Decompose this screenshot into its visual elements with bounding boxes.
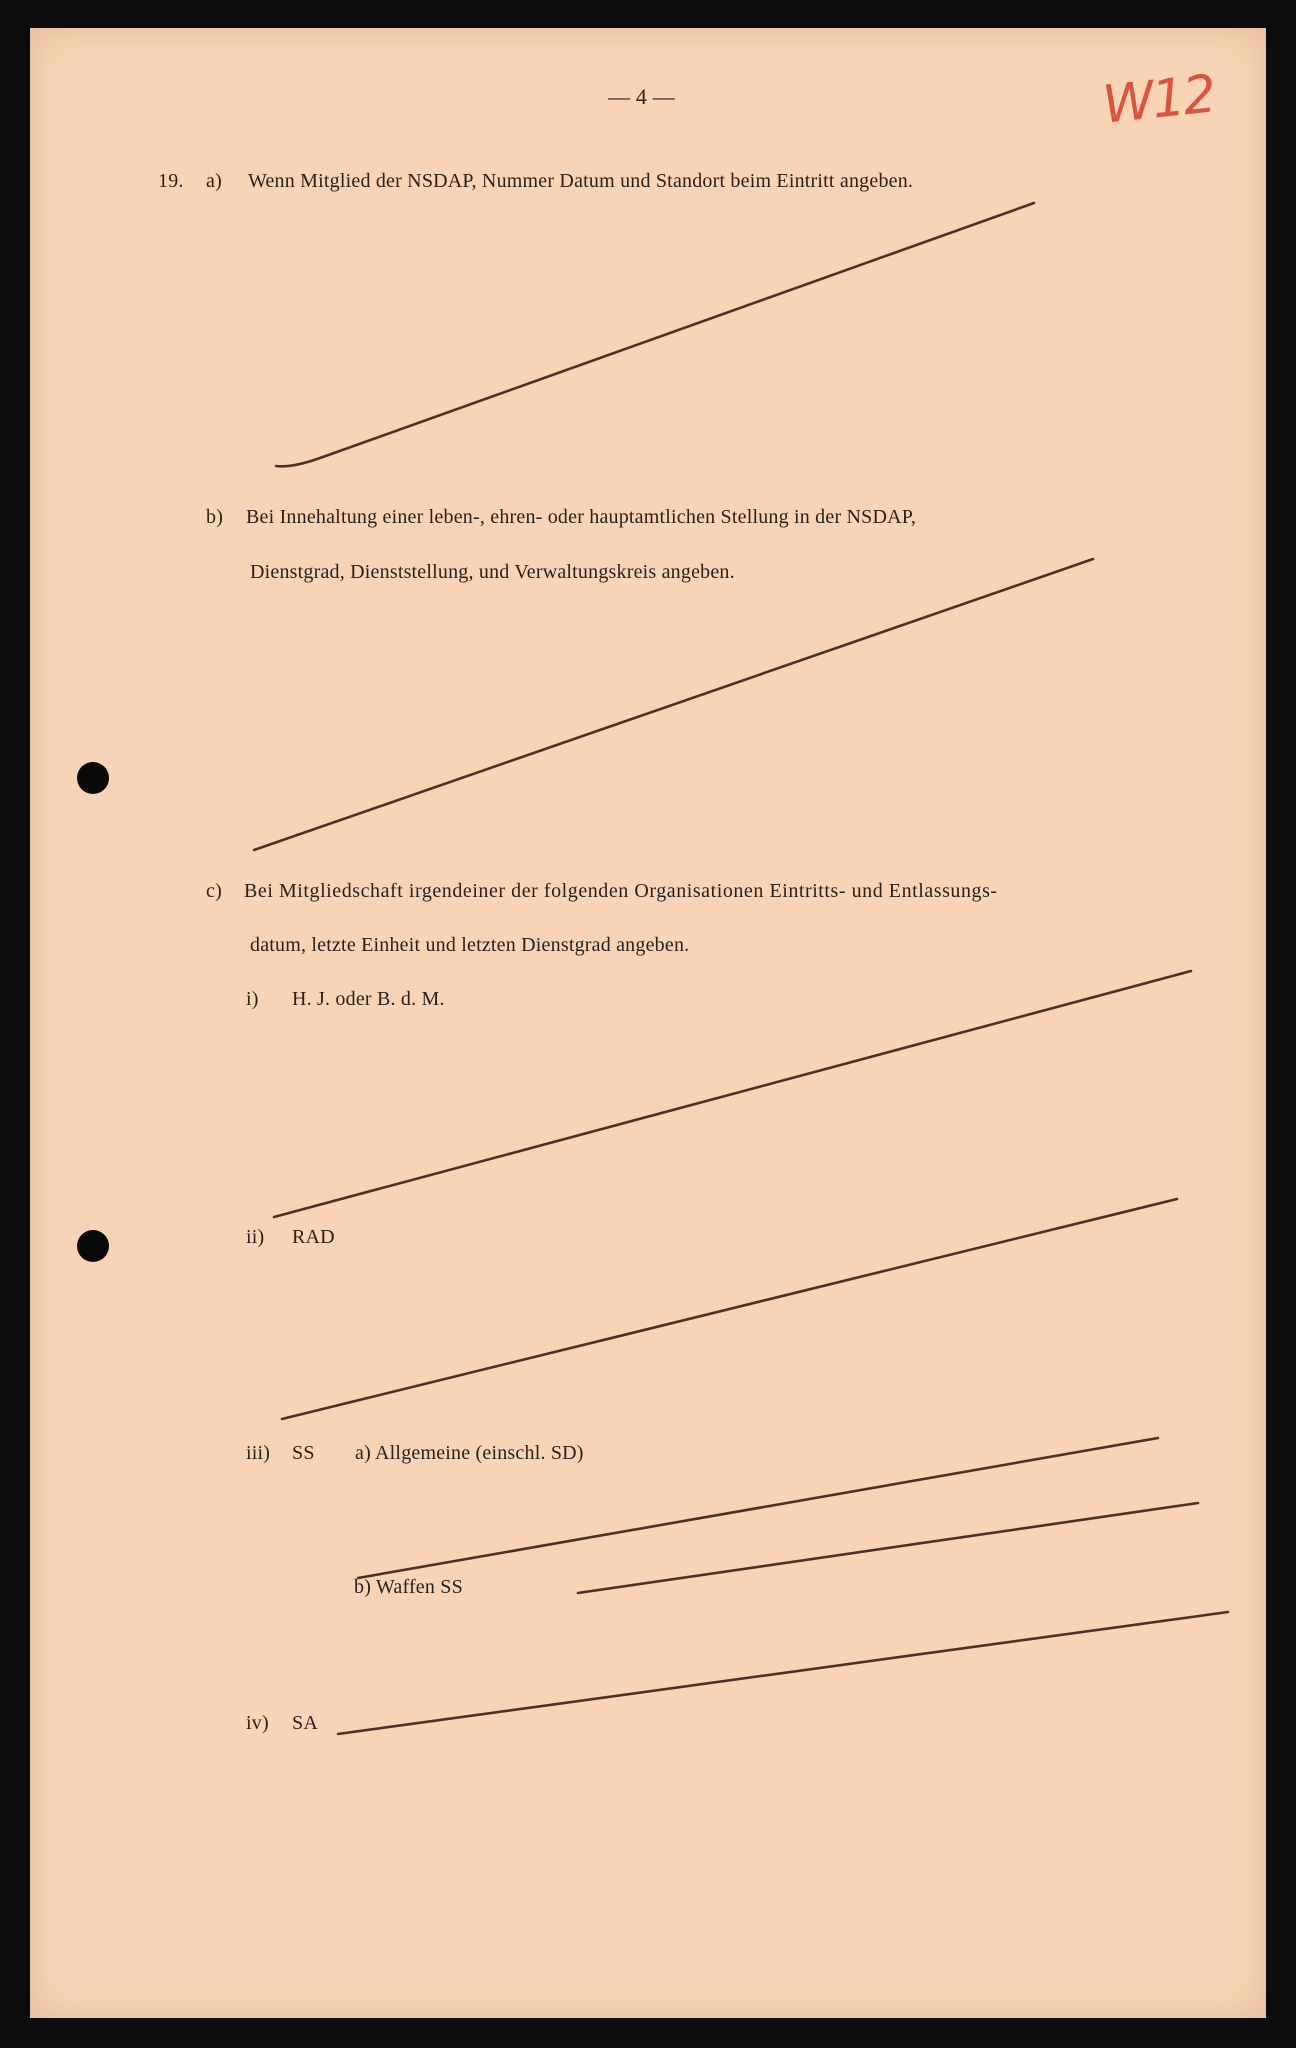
strike-line-ss-b	[578, 1503, 1198, 1593]
item-i-marker: i)	[246, 988, 259, 1010]
q19c-marker: c)	[206, 880, 222, 902]
item-iii-sub-a: a) Allgemeine (einschl. SD)	[355, 1442, 584, 1464]
item-iii-marker: iii)	[246, 1442, 271, 1464]
item-iii-sub-b: b) Waffen SS	[354, 1576, 463, 1598]
q19b-marker: b)	[206, 506, 224, 528]
q19c-line2: datum, letzte Einheit und letzten Dienstgrad angeben.	[250, 934, 690, 956]
q19c-line1: Bei Mitgliedschaft irgendeiner der folgenden Organisationen Eintritts- und Entlassungs-	[244, 880, 998, 902]
form-page	[30, 28, 1266, 2018]
q19a-marker: a)	[206, 170, 222, 192]
item-iv-label: SA	[292, 1712, 318, 1734]
q19b-line2: Dienstgrad, Dienststellung, und Verwaltungskreis angeben.	[250, 561, 735, 583]
punch-hole-top	[77, 762, 109, 794]
handwritten-annotation: W12	[1100, 64, 1218, 136]
page-number: — 4 —	[608, 84, 675, 109]
question-number: 19.	[158, 170, 184, 192]
item-ii-label: RAD	[292, 1226, 335, 1248]
strike-line-rad	[282, 1199, 1177, 1419]
strike-lines	[30, 28, 1266, 2018]
item-ii-marker: ii)	[246, 1226, 265, 1248]
q19b-line1: Bei Innehaltung einer leben-, ehren- oder hauptamtlichen Stellung in der NSDAP,	[246, 506, 917, 528]
item-iii-label: SS	[292, 1442, 315, 1464]
item-iv-marker: iv)	[246, 1712, 269, 1734]
strike-line-19b	[254, 559, 1093, 850]
strike-line-19a	[276, 203, 1034, 466]
punch-hole-bottom	[77, 1230, 109, 1262]
strike-line-sa	[338, 1612, 1228, 1734]
q19a-text: Wenn Mitglied der NSDAP, Nummer Datum und Standort beim Eintritt angeben.	[248, 170, 914, 192]
item-i-label: H. J. oder B. d. M.	[292, 988, 445, 1010]
